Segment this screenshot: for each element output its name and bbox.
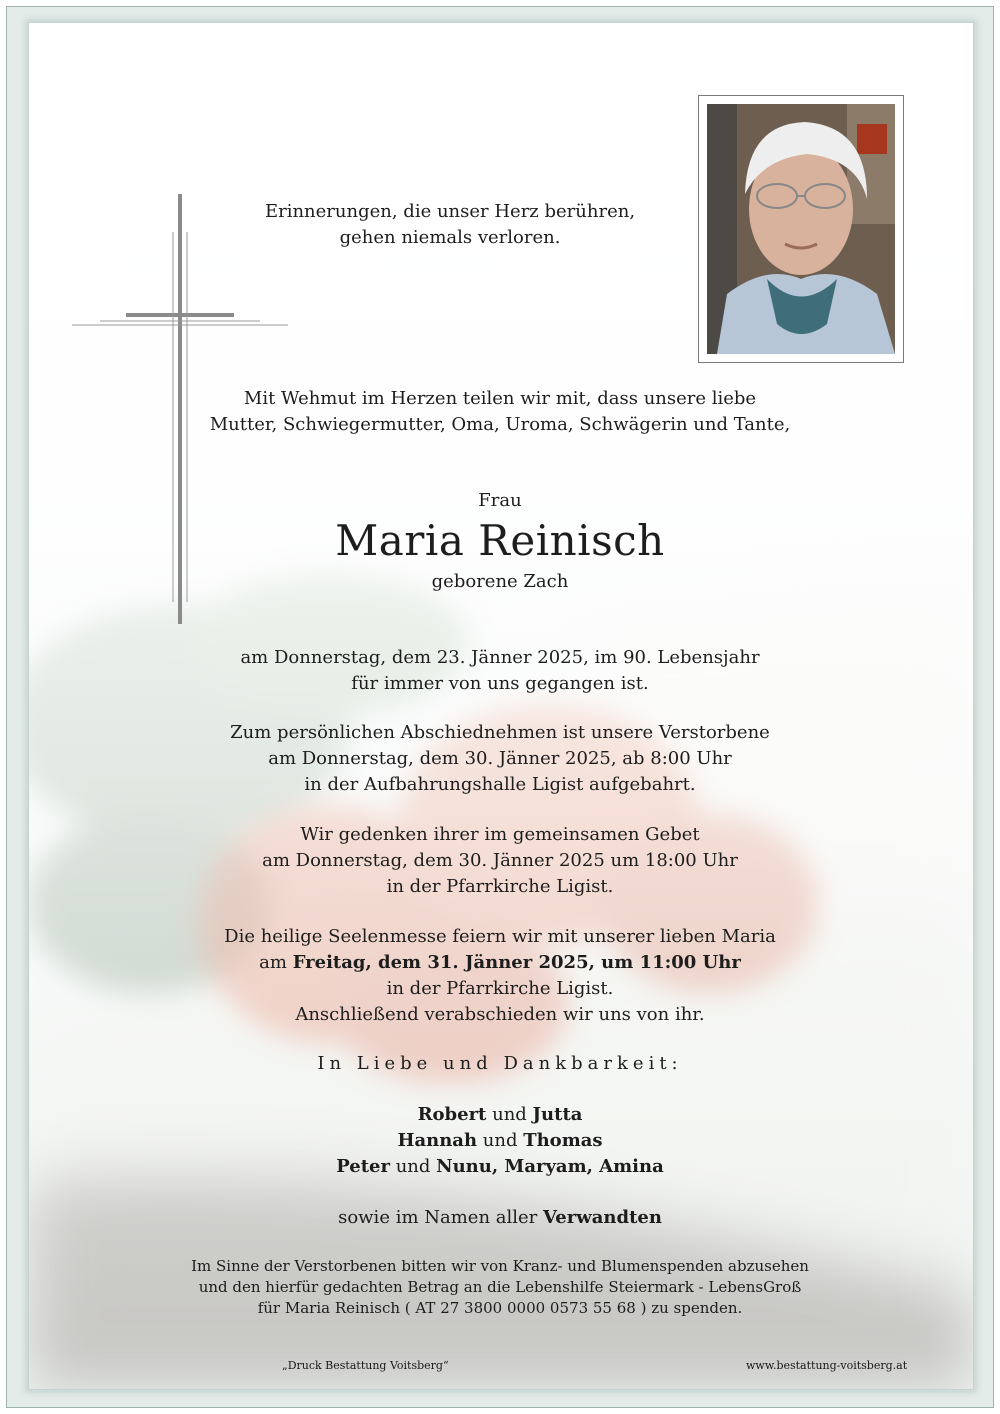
salutation: Frau — [478, 490, 522, 511]
mass-date-time: Freitag, dem 31. Jänner 2025, um 11:00 Uhr — [292, 952, 741, 973]
mourner-row — [0, 1102, 1000, 1128]
mourner-name: Hannah — [397, 1130, 478, 1151]
mourner-join: und — [477, 1130, 524, 1151]
viewing-line-1: Zum persönlichen Abschiednehmen ist unsere Verstorbene — [230, 722, 770, 743]
birth-name: geborene Zach — [431, 571, 569, 592]
printer-credit: „Druck Bestattung Voitsberg“ — [282, 1359, 449, 1372]
prayer-line-3: in der Pfarrkirche Ligist. — [386, 876, 614, 897]
death-info — [0, 645, 1000, 697]
intro — [0, 386, 1000, 438]
mass-line-1: Die heilige Seelenmesse feiern wir mit unserer lieben Maria — [224, 926, 776, 947]
mass-info — [0, 924, 1000, 1028]
mass-line-2 — [0, 950, 1000, 976]
mourner-row — [0, 1154, 1000, 1180]
mass-line-2-prefix: am — [259, 952, 293, 973]
mourners-list — [0, 1102, 1000, 1180]
intro-line-2: Mutter, Schwiegermutter, Oma, Uroma, Schwägerin und Tante, — [209, 414, 791, 435]
viewing-line-3: in der Aufbahrungshalle Ligist aufgebahrt. — [304, 774, 696, 795]
relatives-line — [0, 1205, 1000, 1231]
intro-line-1: Mit Wehmut im Herzen teilen wir mit, dass unsere liebe — [243, 388, 757, 409]
relatives-bold: Verwandten — [542, 1207, 662, 1228]
quote-line-2: gehen niemals verloren. — [339, 227, 561, 248]
website-link[interactable]: www.bestattung-voitsberg.at — [746, 1359, 908, 1372]
donation-line-2: und den hierfür gedachten Betrag an die Lebenshilfe Steiermark - LebensGroß — [198, 1278, 802, 1296]
mourner-name: Robert — [417, 1104, 487, 1125]
donation-line-1: Im Sinne der Verstorbenen bitten wir von Kranz- und Blumenspenden abzusehen — [191, 1257, 809, 1275]
relatives-prefix: sowie im Namen aller — [338, 1207, 543, 1228]
mourner-name: Thomas — [523, 1130, 603, 1151]
donation-line-3: für Maria Reinisch ( AT 27 3800 0000 0573 55 68 ) zu spenden. — [257, 1299, 743, 1317]
portrait-image — [707, 104, 895, 354]
death-line-1: am Donnerstag, dem 23. Jänner 2025, im 90. Lebensjahr — [240, 647, 760, 668]
deceased-name: Maria Reinisch — [335, 516, 665, 565]
mass-line-3: in der Pfarrkirche Ligist. — [386, 978, 614, 999]
mourners-heading: In Liebe und Dankbarkeit: — [317, 1053, 683, 1074]
mourner-name: Jutta — [532, 1104, 583, 1125]
prayer-info — [0, 822, 1000, 900]
mourner-join: und — [389, 1156, 437, 1177]
mourner-name: Peter — [336, 1156, 390, 1177]
death-line-2: für immer von uns gegangen ist. — [351, 673, 649, 694]
mourner-name: Nunu, Maryam, Amina — [436, 1156, 664, 1177]
prayer-line-1: Wir gedenken ihrer im gemeinsamen Gebet — [300, 824, 700, 845]
mass-line-4: Anschließend verabschieden wir uns von ihr. — [295, 1004, 705, 1025]
portrait-photo — [698, 95, 904, 363]
prayer-line-2: am Donnerstag, dem 30. Jänner 2025 um 18:00 Uhr — [262, 850, 738, 871]
viewing-line-2: am Donnerstag, dem 30. Jänner 2025, ab 8:00 Uhr — [268, 748, 732, 769]
mourner-join: und — [486, 1104, 533, 1125]
mourner-row — [0, 1128, 1000, 1154]
viewing-info — [0, 720, 1000, 798]
quote-line-1: Erinnerungen, die unser Herz berühren, — [264, 201, 636, 222]
donation-info — [0, 1256, 1000, 1319]
